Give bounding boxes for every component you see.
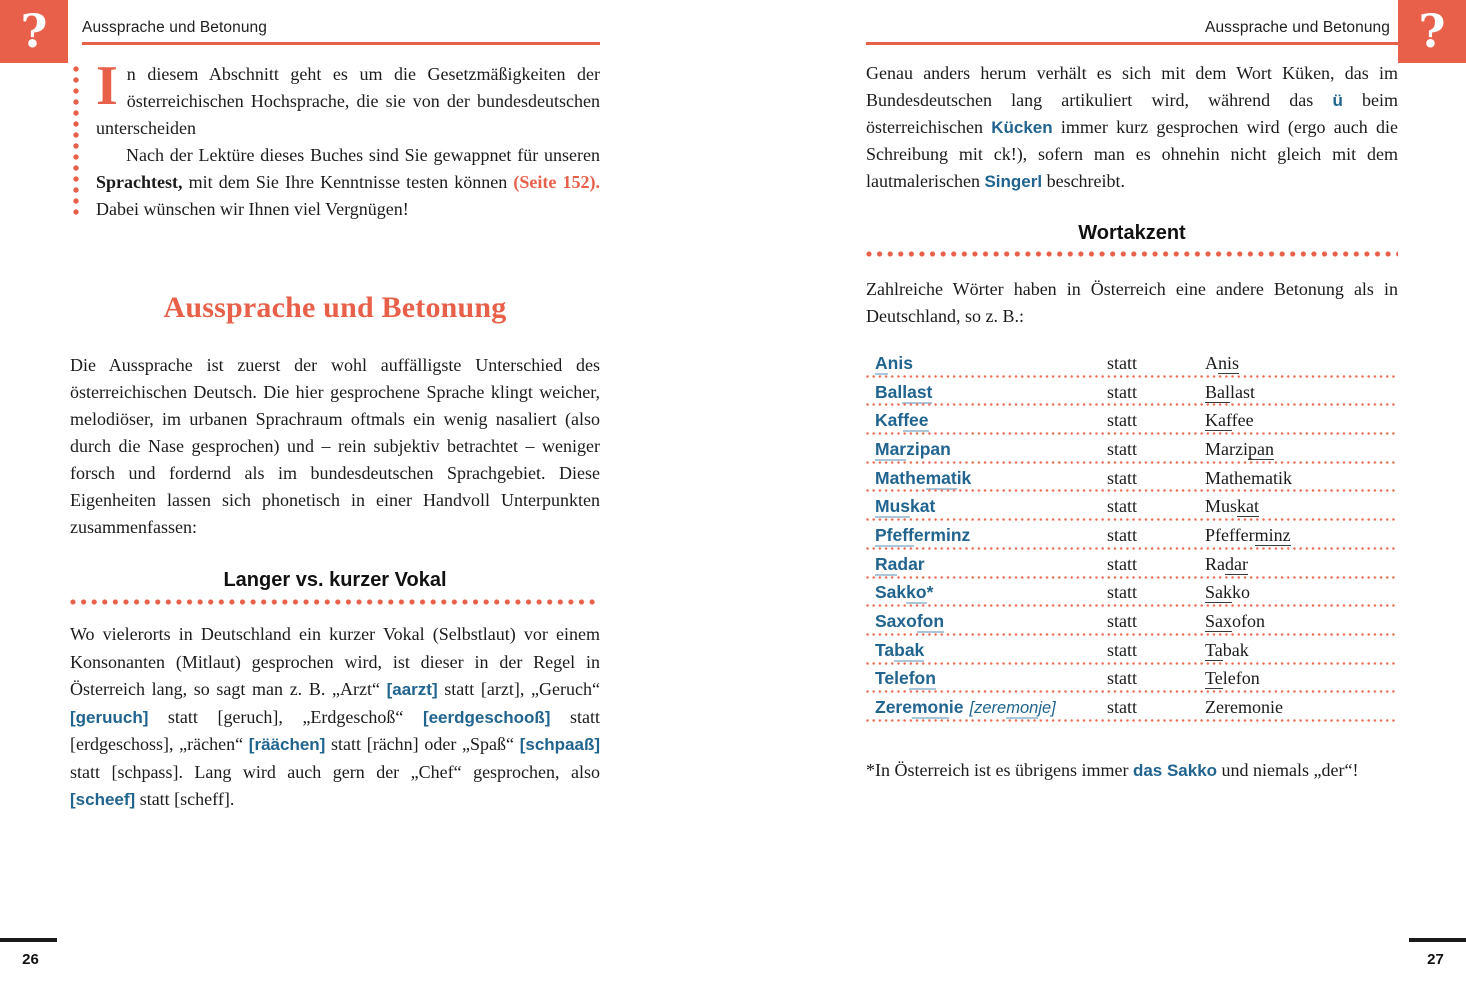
text-segment: *In Österreich ist es übrigens immer bbox=[866, 760, 1133, 780]
intro-block bbox=[70, 55, 600, 223]
text-segment: statt [arzt], „Geruch“ bbox=[437, 679, 600, 699]
text-segment: Wo vielerorts in Deutschland ein kurzer Vokal (Selbstlaut) vor einem Konsonanten (Mitlaut) gesprochen wird, ist dieser in der Regel in Österreich lang, so sagt man z. B. „Arzt“ bbox=[70, 624, 600, 699]
austrian-word: Muskat bbox=[875, 496, 936, 517]
text-segment: Dabei wünschen wir Ihnen viel Vergnügen! bbox=[96, 199, 409, 219]
text-segment: statt [schpass]. Lang wird auch gern der „Chef“ gesprochen, also bbox=[70, 761, 600, 782]
german-word: Telefon bbox=[1205, 668, 1260, 689]
text-segment: Sprachtest, bbox=[96, 172, 183, 192]
text-segment: Nach der Lektüre dieses Buches sind Sie gewappnet für unseren bbox=[126, 145, 600, 165]
german-word: Zeremonie bbox=[1205, 697, 1283, 718]
table-row bbox=[866, 579, 1398, 608]
text-segment: statt [erdgeschoss], „rächen“ bbox=[70, 706, 600, 754]
german-word: Radar bbox=[1205, 553, 1248, 574]
table-row bbox=[866, 665, 1398, 694]
table-row bbox=[866, 492, 1398, 521]
page-number: 26 bbox=[22, 951, 39, 968]
text-segment: immer kurz gesprochen wird (ergo auch die Schreibung mit ck!), sofern man es ohnehin nicht gleich mit dem lautmalerischen bbox=[866, 117, 1398, 191]
table-row bbox=[866, 464, 1398, 493]
text-segment: [aarzt] bbox=[386, 680, 438, 699]
dotted-divider bbox=[70, 599, 600, 605]
intro-paragraph-1 bbox=[96, 55, 600, 142]
german-word: Ballast bbox=[1205, 381, 1255, 402]
connector-statt: statt bbox=[1107, 639, 1137, 660]
running-head: Aussprache und Betonung bbox=[82, 19, 267, 36]
connector-statt: statt bbox=[1107, 553, 1137, 574]
german-word: Sakko bbox=[1205, 582, 1250, 603]
text-segment: [scheef] bbox=[70, 790, 136, 809]
text-segment: statt [geruch], „Erdgeschoß“ bbox=[148, 706, 423, 727]
text-segment: n diesem Abschnitt geht es um die Gesetzmäßigkeiten der österreichischen Hochsprache, die sie von der bundesdeutschen unterscheiden bbox=[96, 64, 600, 138]
drop-cap: I bbox=[96, 55, 118, 117]
text-segment: beim österreichischen bbox=[866, 90, 1398, 137]
text-segment: mit dem Sie Ihre Kenntnisse testen können bbox=[182, 172, 514, 192]
folio-rule bbox=[0, 938, 57, 942]
connector-statt: statt bbox=[1107, 410, 1137, 431]
text-segment: und niemals „der“! bbox=[1217, 760, 1359, 780]
table-row bbox=[866, 406, 1398, 435]
text-segment: Singerl bbox=[984, 172, 1043, 191]
running-head-rule bbox=[82, 42, 600, 45]
table-row bbox=[866, 636, 1398, 665]
table-row bbox=[866, 349, 1398, 378]
austrian-word: Kaffee bbox=[875, 410, 929, 431]
question-mark-icon: ? bbox=[20, 3, 48, 58]
intro-text bbox=[96, 55, 600, 223]
page-right bbox=[733, 0, 1466, 1000]
austrian-word: Telefon bbox=[875, 668, 936, 689]
text-segment: [eerdgeschooß] bbox=[422, 707, 551, 727]
connector-statt: statt bbox=[1107, 582, 1137, 603]
table-row bbox=[866, 521, 1398, 550]
austrian-word: Ballast bbox=[875, 381, 933, 402]
table-row bbox=[866, 550, 1398, 579]
text-segment: [räächen] bbox=[248, 735, 326, 754]
dotted-vertical-rule bbox=[73, 66, 79, 216]
body-paragraph bbox=[866, 60, 1398, 195]
page-number: 27 bbox=[1427, 951, 1444, 968]
text-segment: Kücken bbox=[991, 118, 1053, 137]
wortakzent-table bbox=[866, 349, 1398, 722]
connector-statt: statt bbox=[1107, 611, 1137, 632]
chapter-question-mark-badge bbox=[1398, 0, 1466, 63]
german-word: Tabak bbox=[1205, 639, 1249, 660]
connector-statt: statt bbox=[1107, 381, 1137, 402]
austrian-word: Tabak bbox=[875, 639, 925, 660]
austrian-word: Anis bbox=[875, 352, 913, 373]
running-head: Aussprache und Betonung bbox=[1205, 19, 1390, 36]
folio-rule bbox=[1409, 938, 1466, 942]
austrian-word: Marzipan bbox=[875, 438, 951, 459]
table-row bbox=[866, 435, 1398, 464]
connector-statt: statt bbox=[1107, 352, 1137, 373]
table-row bbox=[866, 378, 1398, 407]
text-segment: (Seite 152). bbox=[513, 172, 600, 192]
text-segment: [schpaaß] bbox=[519, 735, 601, 754]
german-word: Anis bbox=[1205, 352, 1240, 373]
german-word: Mathematik bbox=[1205, 467, 1292, 488]
intro-paragraph-2 bbox=[96, 142, 600, 223]
austrian-word: Saxofon bbox=[875, 611, 945, 632]
body-paragraph bbox=[866, 276, 1398, 330]
austrian-word: Sakko* bbox=[875, 582, 934, 603]
text-segment: Genau anders herum verhält es sich mit dem Wort Küken, das im Bundesdeutschen lang artikuliert wird, während das bbox=[866, 63, 1398, 110]
connector-statt: statt bbox=[1107, 467, 1137, 488]
chapter-title: Aussprache und Betonung bbox=[163, 291, 507, 324]
pronunciation-note: [zeremonje] bbox=[969, 699, 1056, 718]
german-word: Marzipan bbox=[1205, 438, 1274, 459]
german-word: Saxofon bbox=[1205, 611, 1265, 632]
question-mark-icon: ? bbox=[1418, 3, 1446, 58]
austrian-word: Radar bbox=[875, 553, 925, 574]
austrian-word: Zeremonie [zeremonje] bbox=[875, 697, 1056, 718]
connector-statt: statt bbox=[1107, 524, 1137, 545]
german-word: Pfefferminz bbox=[1205, 524, 1291, 545]
text-segment: beschreibt. bbox=[1042, 171, 1126, 191]
chapter-question-mark-badge bbox=[0, 0, 68, 63]
austrian-word: Mathematik bbox=[875, 467, 972, 488]
connector-statt: statt bbox=[1107, 697, 1137, 718]
running-head-rule bbox=[866, 42, 1398, 45]
text-segment: ü bbox=[1332, 91, 1343, 110]
table-row bbox=[866, 607, 1398, 636]
text-segment: das Sakko bbox=[1132, 761, 1218, 780]
table-row bbox=[866, 693, 1398, 722]
german-word: Kaffee bbox=[1205, 410, 1254, 431]
text-segment: statt [scheff]. bbox=[135, 789, 235, 809]
text-segment: Die Aussprache ist zuerst der wohl auffälligste Unterschied des österreichischen Deutsch. Die hier gesprochene Sprache klingt weicher, melodiöser, im urbanen Sprachraum oftmals ein wenig nasaliert (also durch die Nase gesprochen) und – rein subjektiv betrachtet – weniger forsch und fordernd als im bundesdeutschen Sprachgebiet. Diese Eigenheiten lassen sich phonetisch in einer Handvoll Unterpunkten zusammenfassen: bbox=[70, 355, 600, 537]
text-segment: Zahlreiche Wörter haben in Österreich eine andere Betonung als in Deutschland, so z. B.: bbox=[866, 279, 1398, 326]
dotted-divider bbox=[866, 251, 1398, 257]
text-segment: [geruuch] bbox=[70, 707, 149, 727]
connector-statt: statt bbox=[1107, 668, 1137, 689]
footnote bbox=[866, 757, 1398, 784]
body-paragraph bbox=[70, 352, 600, 541]
connector-statt: statt bbox=[1107, 438, 1137, 459]
german-word: Muskat bbox=[1205, 496, 1260, 517]
body-paragraph bbox=[70, 621, 600, 814]
section-heading: Langer vs. kurzer Vokal bbox=[223, 569, 447, 591]
connector-statt: statt bbox=[1107, 496, 1137, 517]
text-segment: statt [rächn] oder „Spaß“ bbox=[325, 734, 520, 754]
section-heading: Wortakzent bbox=[1078, 222, 1186, 244]
austrian-word: Pfefferminz bbox=[875, 524, 971, 545]
